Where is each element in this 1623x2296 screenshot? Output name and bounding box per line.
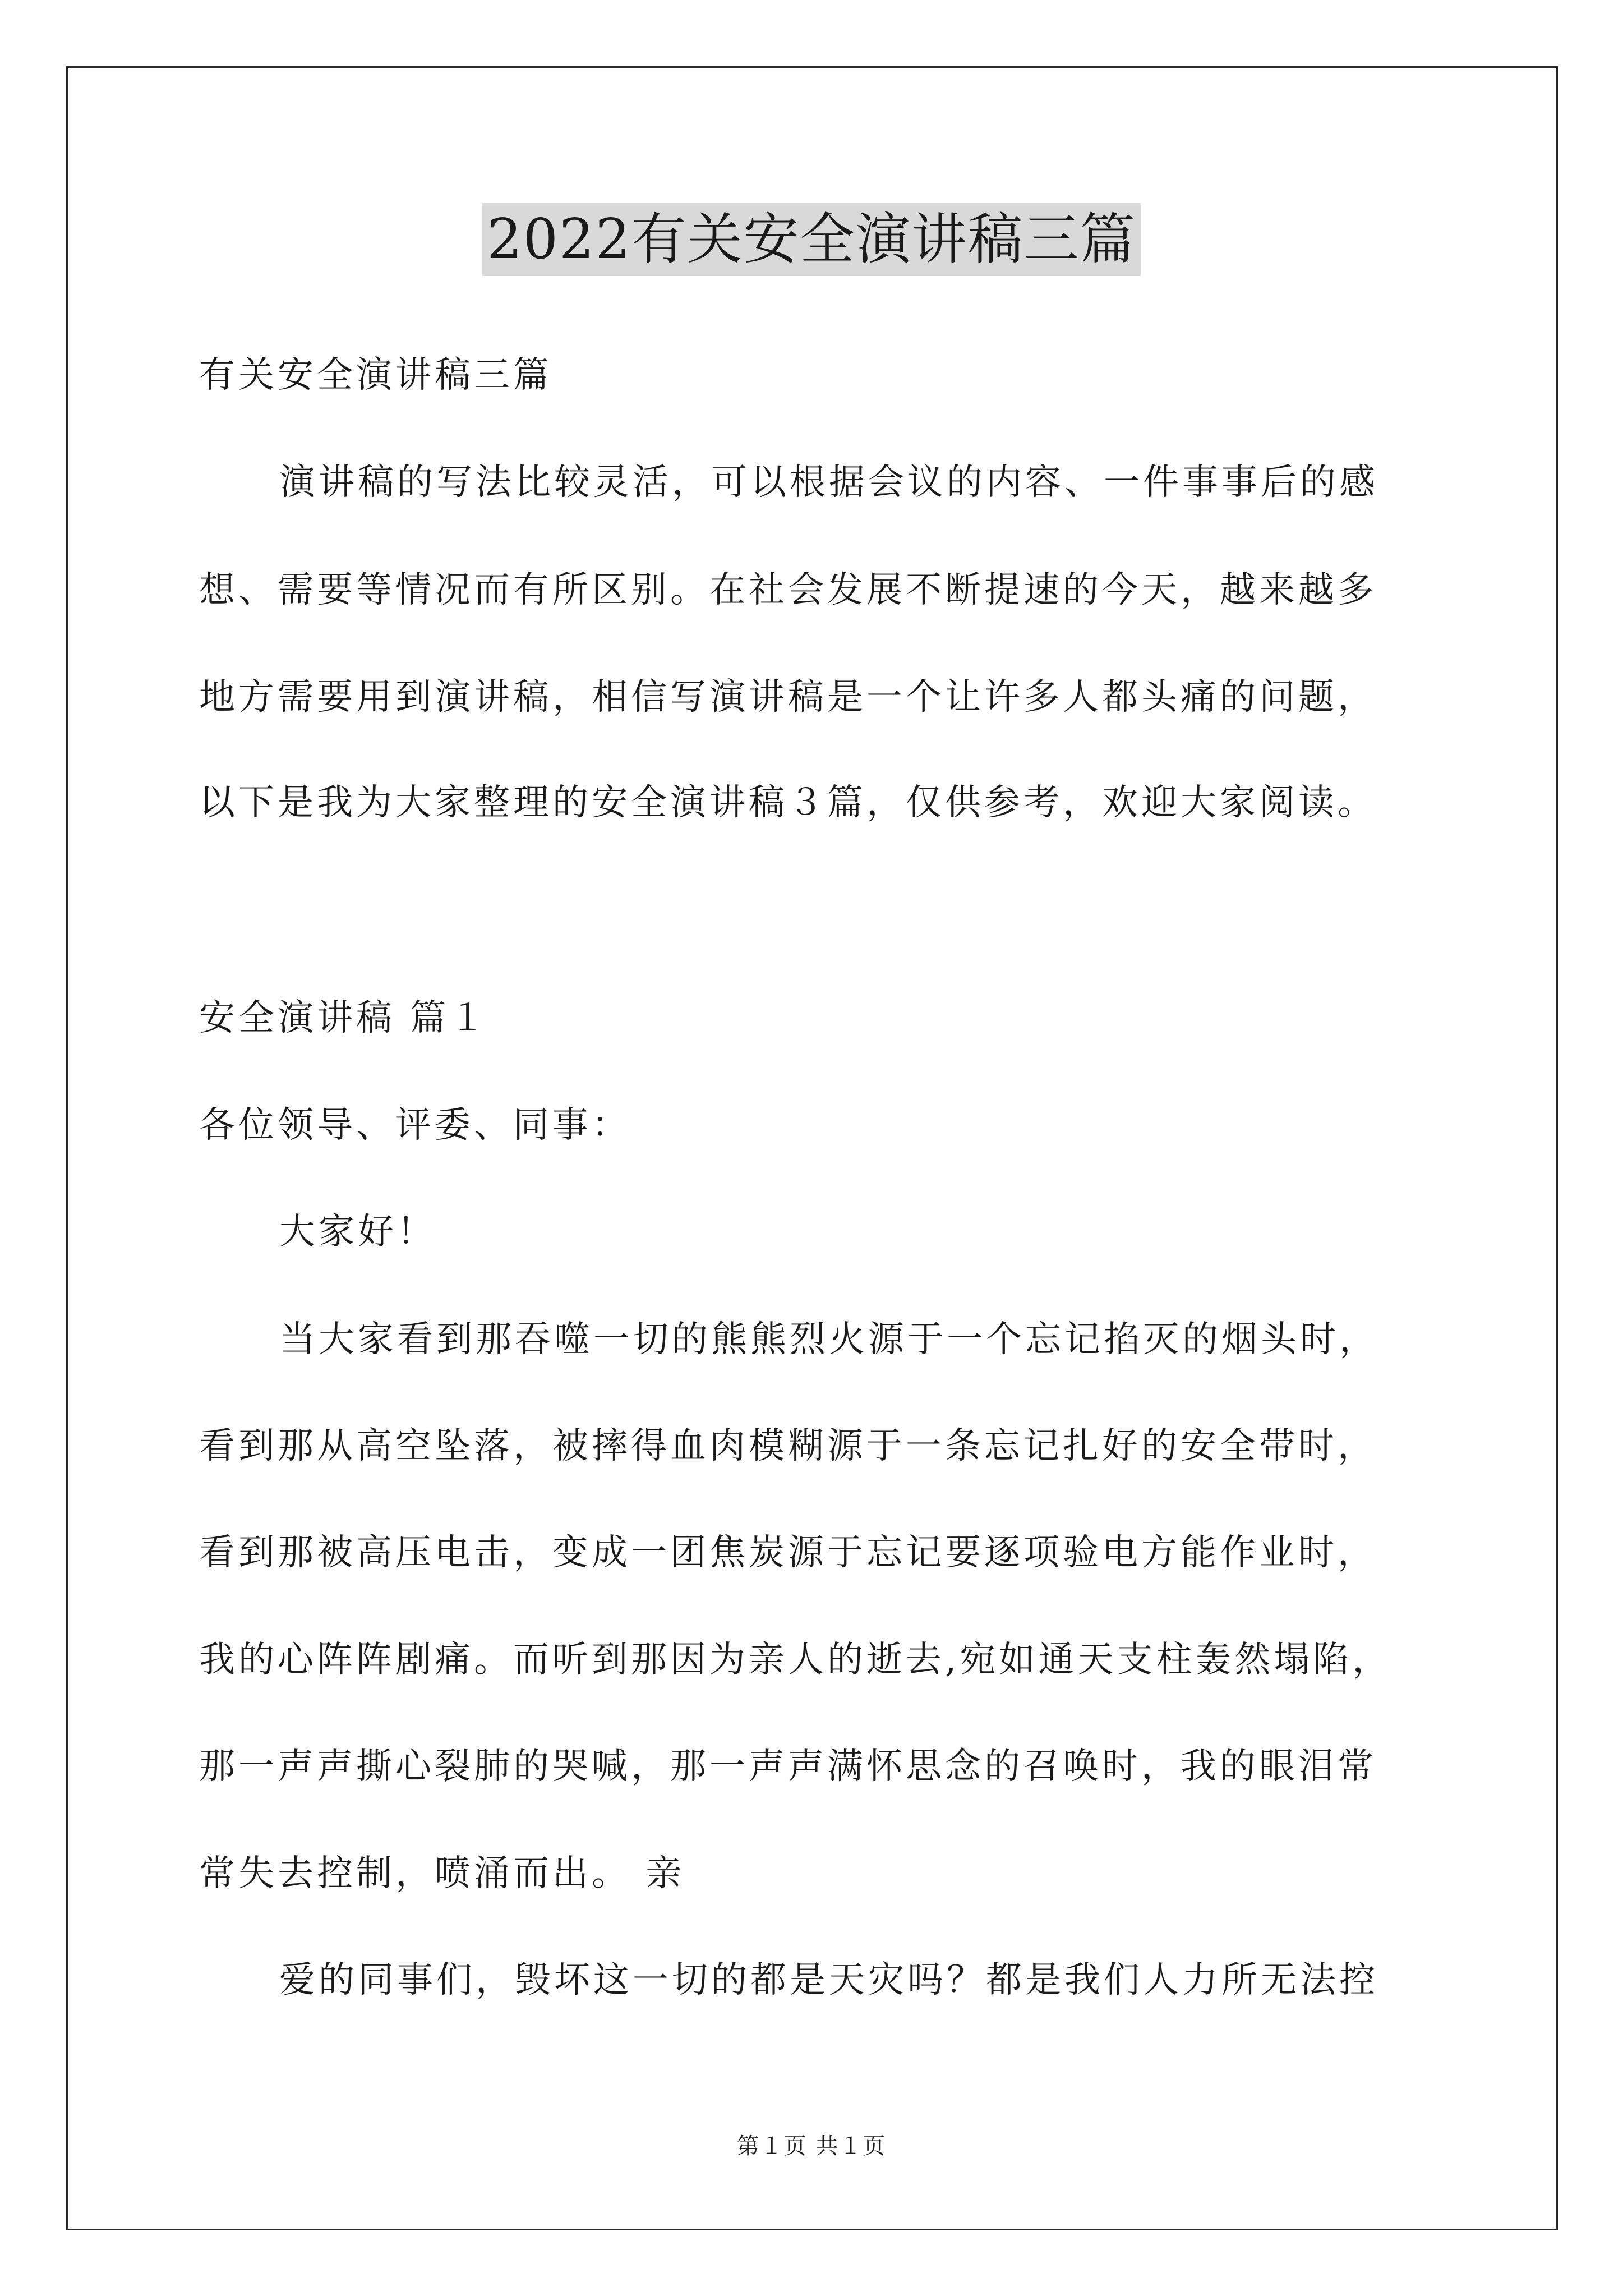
- title-wrap: [0, 203, 1623, 276]
- intro-line: 以下是我为大家整理的安全演讲稿３篇，仅供参考，欢迎大家阅读。: [199, 782, 1377, 823]
- intro-line: 演讲稿的写法比较灵活，可以根据会议的内容、一件事事后的感: [279, 462, 1378, 503]
- document-title: 2022有关安全演讲稿三篇: [482, 203, 1140, 276]
- paragraph-line: 常失去控制，喷涌而出。 亲: [199, 1853, 685, 1894]
- intro-line: 想、需要等情况而有所区别。在社会发展不断提速的今天，越来越多: [199, 569, 1377, 611]
- page-footer: 第１页 共１页: [736, 2133, 887, 2159]
- paragraph-line: 看到那从高空坠落，被摔得血肉模糊源于一条忘记扎好的安全带时，: [199, 1425, 1377, 1467]
- paragraph-line: 当大家看到那吞噬一切的熊熊烈火源于一个忘记掐灭的烟头时，: [279, 1319, 1378, 1360]
- paragraph-line: 爱的同事们，毁坏这一切的都是天灾吗？都是我们人力所无法控: [279, 1959, 1378, 2001]
- salutation: 各位领导、评委、同事：: [199, 1105, 631, 1146]
- section-heading: 安全演讲稿 篇１: [199, 997, 489, 1039]
- paragraph-line: 那一声声撕心裂肺的哭喊，那一声声满怀思念的召唤时，我的眼泪常: [199, 1746, 1377, 1787]
- paragraph-line: 看到那被高压电击，变成一团焦炭源于忘记要逐项验电方能作业时，: [199, 1532, 1377, 1573]
- intro-line: 地方需要用到演讲稿，相信写演讲稿是一个让许多人都头痛的问题，: [199, 677, 1377, 718]
- subtitle: 有关安全演讲稿三篇: [199, 355, 552, 396]
- greeting: 大家好！: [279, 1211, 436, 1253]
- paragraph-line: 我的心阵阵剧痛。而听到那因为亲人的逝去,宛如通天支柱轰然塌陷，: [199, 1639, 1392, 1681]
